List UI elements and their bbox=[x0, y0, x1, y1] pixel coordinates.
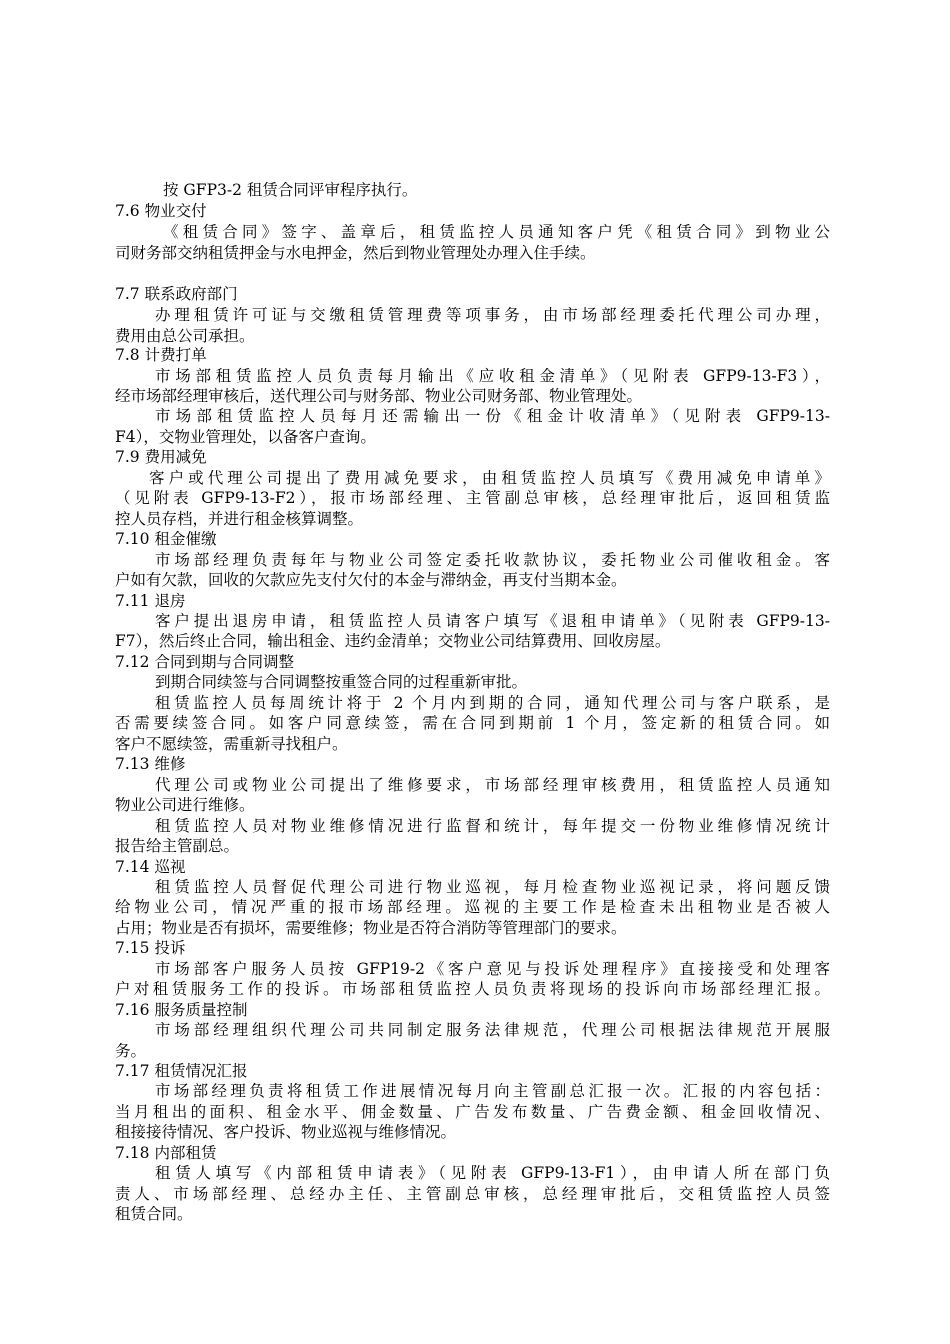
section-heading: 7.17 租赁情况汇报 bbox=[115, 1062, 248, 1080]
paragraph-line: 到期合同续签与合同调整按重签合同的过程重新审批。 bbox=[155, 673, 528, 691]
paragraph-line: 租赁人填写《内部租赁申请表》（见附表 GFP9-13-F1），由申请人所在部门负 bbox=[155, 1164, 830, 1182]
section-heading: 7.11 退房 bbox=[115, 592, 186, 610]
section-heading: 7.8 计费打单 bbox=[115, 346, 207, 364]
section-heading: 7.12 合同到期与合同调整 bbox=[115, 653, 294, 671]
section-heading: 7.13 维修 bbox=[115, 755, 186, 773]
section-heading: 7.6 物业交付 bbox=[115, 202, 207, 220]
paragraph-line: 市场部租赁监控人员负责每月输出《应收租金清单》（见附表 GFP9-13-F3）， bbox=[155, 367, 830, 385]
paragraph-line: 客户不愿续签，需重新寻找租户。 bbox=[115, 735, 348, 753]
section-heading: 7.9 费用减免 bbox=[115, 448, 207, 466]
section-heading: 7.7 联系政府部门 bbox=[115, 285, 238, 303]
paragraph-line: 责人、市场部经理、总经办主任、主管副总审核，总经理审批后，交租赁监控人员签 bbox=[115, 1185, 830, 1203]
paragraph-line: 市场部租赁监控人员每月还需输出一份《租金计收清单》（见附表 GFP9-13- bbox=[155, 407, 830, 425]
paragraph-line: 报告给主管副总。 bbox=[115, 837, 240, 855]
section-heading: 7.15 投诉 bbox=[115, 939, 186, 957]
intro-line: 按 GFP3-2 租赁合同评审程序执行。 bbox=[163, 181, 418, 199]
section-heading: 7.16 服务质量控制 bbox=[115, 1001, 248, 1019]
paragraph-line: 物业公司进行维修。 bbox=[115, 796, 255, 814]
paragraph-line: 客户或代理公司提出了费用减免要求，由租赁监控人员填写《费用减免申请单》 bbox=[149, 469, 830, 487]
paragraph-line: 经市场部经理审核后，送代理公司与财务部、物业公司财务部、物业管理处。 bbox=[115, 387, 643, 405]
paragraph-line: 客户提出退房申请，租赁监控人员请客户填写《退租申请单》（见附表 GFP9-13- bbox=[155, 612, 830, 630]
paragraph-line: F7），然后终止合同，输出租金、违约金清单；交物业公司结算费用、回收房屋。 bbox=[115, 632, 671, 650]
paragraph-line: 租赁监控人员督促代理公司进行物业巡视，每月检查物业巡视记录，将问题反馈 bbox=[155, 878, 830, 896]
paragraph-line: 务。 bbox=[115, 1042, 147, 1060]
paragraph-line: 租赁合同。 bbox=[115, 1205, 193, 1223]
section-heading: 7.18 内部租赁 bbox=[115, 1144, 217, 1162]
section-heading: 7.10 租金催缴 bbox=[115, 530, 217, 548]
section-heading: 7.14 巡视 bbox=[115, 858, 186, 876]
paragraph-line: 给物业公司，情况严重的报市场部经理。巡视的主要工作是检查未出租物业是否被人 bbox=[115, 898, 830, 916]
paragraph-line: 办理租赁许可证与交缴租赁管理费等项事务，由市场部经理委托代理公司办理， bbox=[155, 306, 830, 324]
paragraph-line: 市场部经理负责每年与物业公司签定委托收款协议，委托物业公司催收租金。客 bbox=[155, 551, 830, 569]
paragraph-line: （见附表 GFP9-13-F2），报市场部经理、主管副总审核，总经理审批后，返回租赁监 bbox=[115, 489, 830, 507]
paragraph-line: 当月租出的面积、租金水平、佣金数量、广告发布数量、广告费金额、租金回收情况、 bbox=[115, 1103, 830, 1121]
paragraph-line: F4），交物业管理处，以备客户查询。 bbox=[115, 428, 376, 446]
paragraph-line: 控人员存档，并进行租金核算调整。 bbox=[115, 510, 364, 528]
paragraph-line: 司财务部交纳租赁押金与水电押金，然后到物业管理处办理入住手续。 bbox=[115, 244, 596, 262]
paragraph-line: 费用由总公司承担。 bbox=[115, 327, 255, 345]
paragraph-line: 市场部客户服务人员按 GFP19-2《客户意见与投诉处理程序》直接接受和处理客 bbox=[155, 960, 830, 978]
paragraph-line: 市场部经理负责将租赁工作进展情况每月向主管副总汇报一次。汇报的内容包括： bbox=[155, 1082, 830, 1100]
paragraph-line: 户对租赁服务工作的投诉。市场部租赁监控人员负责将现场的投诉向市场部经理汇报。 bbox=[115, 980, 830, 998]
paragraph-line: 代理公司或物业公司提出了维修要求，市场部经理审核费用，租赁监控人员通知 bbox=[155, 776, 830, 794]
paragraph-line: 租接接待情况、客户投诉、物业巡视与维修情况。 bbox=[115, 1123, 457, 1141]
paragraph-line: 占用；物业是否有损坏，需要维修；物业是否符合消防等管理部门的要求。 bbox=[115, 919, 627, 937]
paragraph-line: 否需要续签合同。如客户同意续签，需在合同到期前 1 个月，签定新的租赁合同。如 bbox=[115, 714, 830, 732]
paragraph-line: 户如有欠款，回收的欠款应先支付欠付的本金与滞纳金，再支付当期本金。 bbox=[115, 571, 627, 589]
paragraph-line: 租赁监控人员每周统计将于 2 个月内到期的合同，通知代理公司与客户联系，是 bbox=[155, 694, 830, 712]
paragraph-line: 市场部经理组织代理公司共同制定服务法律规范，代理公司根据法律规范开展服 bbox=[155, 1021, 830, 1039]
paragraph-line: 《租赁合同》签字、盖章后，租赁监控人员通知客户凭《租赁合同》到物业公 bbox=[163, 223, 830, 241]
paragraph-line: 租赁监控人员对物业维修情况进行监督和统计，每年提交一份物业维修情况统计 bbox=[155, 817, 830, 835]
